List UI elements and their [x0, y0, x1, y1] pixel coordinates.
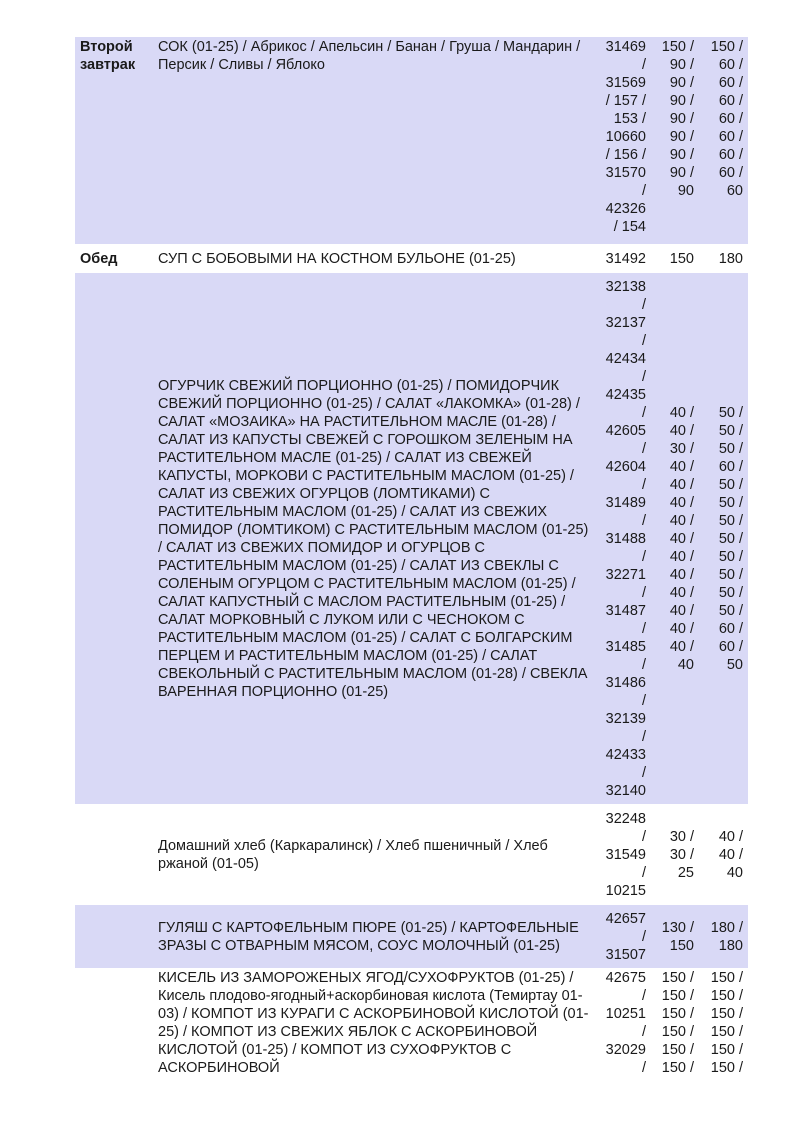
meal-name: [75, 273, 155, 804]
recipe-codes: 31492: [600, 244, 651, 273]
recipe-codes: 31469 / 31569 / 157 / 153 / 10660 / 156 / 31570 / 42326 / 154: [600, 37, 651, 244]
portion-weight-2: 180: [699, 244, 748, 273]
recipe-codes: 42657 / 31507: [600, 905, 651, 968]
table-row: [75, 273, 748, 804]
portion-weight-1: 150 / 150 / 150 / 150 / 150 / 150 /: [651, 968, 699, 1109]
table-row: [75, 905, 748, 968]
recipe-codes: 42675 / 10251 / 32029 /: [600, 968, 651, 1109]
table-row: [75, 244, 748, 273]
meal-name: [75, 804, 155, 905]
dish-description: ГУЛЯШ С КАРТОФЕЛЬНЫМ ПЮРЕ (01-25) / КАРТОФЕЛЬНЫЕ ЗРАЗЫ С ОТВАРНЫМ МЯСОМ, СОУС МОЛОЧНЫЙ (01-25): [155, 905, 600, 968]
recipe-codes: 32248 / 31549 / 10215: [600, 804, 651, 905]
meal-name: Второй завтрак: [75, 37, 155, 244]
portion-weight-1: 30 / 30 / 25: [651, 804, 699, 905]
portion-weight-2: 150 / 150 / 150 / 150 / 150 / 150 /: [699, 968, 748, 1109]
portion-weight-2: 150 / 60 / 60 / 60 / 60 / 60 / 60 / 60 / 60: [699, 37, 748, 244]
portion-weight-2: 180 / 180: [699, 905, 748, 968]
portion-weight-1: 150: [651, 244, 699, 273]
dish-description: ОГУРЧИК СВЕЖИЙ ПОРЦИОННО (01-25) / ПОМИДОРЧИК СВЕЖИЙ ПОРЦИОННО (01-25) / САЛАТ «ЛАКОМКА» (01-28) / САЛАТ «МОЗАИКА» НА РАСТИТЕЛЬНОМ МАСЛЕ (01-28) / САЛАТ ИЗ КАПУСТЫ СВЕЖЕЙ С ГОРОШКОМ ЗЕЛЕНЫМ НА РАСТИТЕЛЬНОМ МАСЛЕ (01-25) / САЛАТ ИЗ СВЕЖЕЙ КАПУСТЫ, МОРКОВИ С РАСТИТЕЛЬНЫМ МАСЛОМ (01-25) / САЛАТ ИЗ СВЕЖИХ ОГУРЦОВ (ЛОМТИКАМИ) С РАСТИТЕЛЬНЫМ МАСЛОМ (01-25) / САЛАТ ИЗ СВЕЖИХ ПОМИДОР (ЛОМТИКОМ) С РАСТИТЕЛЬНЫМ МАСЛОМ (01-25) / САЛАТ ИЗ СВЕЖИХ ПОМИДОР И ОГУРЦОВ С РАСТИТЕЛЬНЫМ МАСЛОМ (01-25) / САЛАТ ИЗ СВЕКЛЫ С СОЛЕНЫМ ОГУРЦОМ С РАСТИТЕЛЬНЫМ МАСЛОМ (01-25) / САЛАТ КАПУСТНЫЙ С МАСЛОМ РАСТИТЕЛЬНЫМ (01-25) / САЛАТ МОРКОВНЫЙ С ЛУКОМ ИЛИ С ЧЕСНОКОМ С РАСТИТЕЛЬНЫМ МАСЛОМ (01-25) / САЛАТ С БОЛГАРСКИМ ПЕРЦЕМ И РАСТИТЕЛЬНЫМ МАСЛОМ (01-25) / САЛАТ СВЕКОЛЬНЫЙ С РАСТИТЕЛЬНЫМ МАСЛОМ (01-28) / СВЕКЛА ВАРЕННАЯ ПОРЦИОННО (01-25): [155, 273, 600, 804]
dish-description: СОК (01-25) / Абрикос / Апельсин / Банан / Груша / Мандарин / Персик / Сливы / Яблоко: [155, 37, 600, 244]
menu-table: [75, 37, 748, 1109]
meal-name: [75, 968, 155, 1109]
portion-weight-2: 40 / 40 / 40: [699, 804, 748, 905]
table-row: [75, 804, 748, 905]
recipe-codes: 32138 / 32137 / 42434 / 42435 / 42605 / 42604 / 31489 / 31488 / 32271 / 31487 / 31485 / 31486 / 32139 / 42433 / 32140: [600, 273, 651, 804]
dish-description: Домашний хлеб (Каркаралинск) / Хлеб пшеничный / Хлеб ржаной (01-05): [155, 804, 600, 905]
portion-weight-2: 50 / 50 / 50 / 60 / 50 / 50 / 50 / 50 / 50 / 50 / 50 / 50 / 60 / 60 / 50: [699, 273, 748, 804]
dish-description: КИСЕЛЬ ИЗ ЗАМОРОЖЕНЫХ ЯГОД/СУХОФРУКТОВ (01-25) / Кисель плодово-ягодный+аскорбиновая кислота (Темиртау 01-03) / КОМПОТ ИЗ КУРАГИ С АСКОРБИНОВОЙ КИСЛОТОЙ (01-25) / КОМПОТ ИЗ СВЕЖИХ ЯБЛОК С АСКОРБИНОВОЙ КИСЛОТОЙ (01-25) / КОМПОТ ИЗ СУХОФРУКТОВ С АСКОРБИНОВОЙ: [155, 968, 600, 1109]
portion-weight-1: 130 / 150: [651, 905, 699, 968]
portion-weight-1: 40 / 40 / 30 / 40 / 40 / 40 / 40 / 40 / 40 / 40 / 40 / 40 / 40 / 40 / 40: [651, 273, 699, 804]
table-row: [75, 968, 748, 1109]
meal-name: Обед: [75, 244, 155, 273]
table-row: [75, 37, 748, 244]
portion-weight-1: 150 / 90 / 90 / 90 / 90 / 90 / 90 / 90 / 90: [651, 37, 699, 244]
meal-name: [75, 905, 155, 968]
dish-description: СУП С БОБОВЫМИ НА КОСТНОМ БУЛЬОНЕ (01-25): [155, 244, 600, 273]
